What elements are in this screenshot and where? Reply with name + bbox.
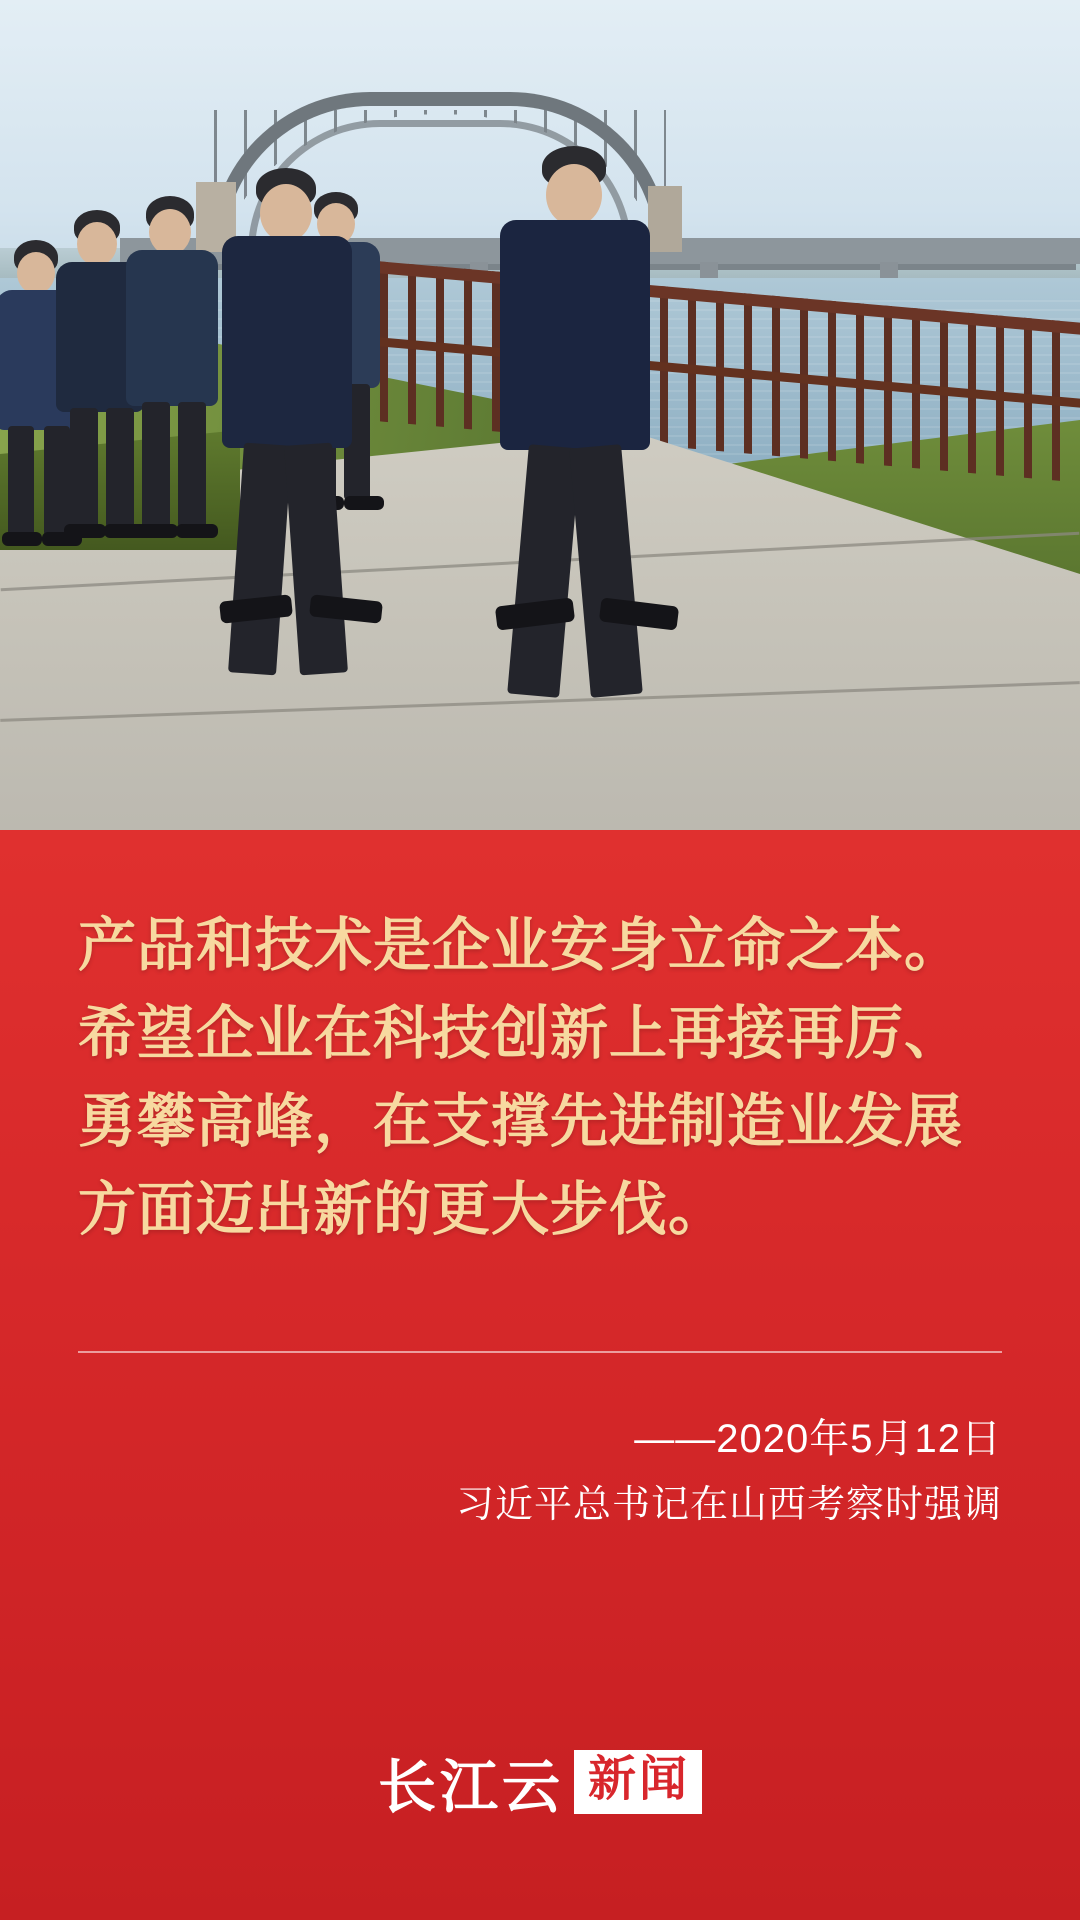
photo-banner: [0, 0, 1080, 830]
quote-section: [0, 830, 1080, 1920]
bridge-tower-right: [648, 186, 682, 252]
attribution: [78, 1409, 1002, 1536]
logo: [0, 1740, 1080, 1824]
attribution-date: ——2020年5月12日: [634, 1416, 1002, 1461]
divider: [78, 1351, 1002, 1353]
attribution-source: 习近平总书记在山西考察时强调: [455, 1483, 1002, 1526]
quote-text: 产品和技术是企业安身立命之本。希望企业在科技创新上再接再厉、勇攀高峰，在支撑先进制造业发展方面迈出新的更大步伐。: [78, 913, 964, 1243]
logo-wordmark: 长江云: [377, 1755, 564, 1820]
logo-badge: 新闻: [574, 1750, 702, 1815]
